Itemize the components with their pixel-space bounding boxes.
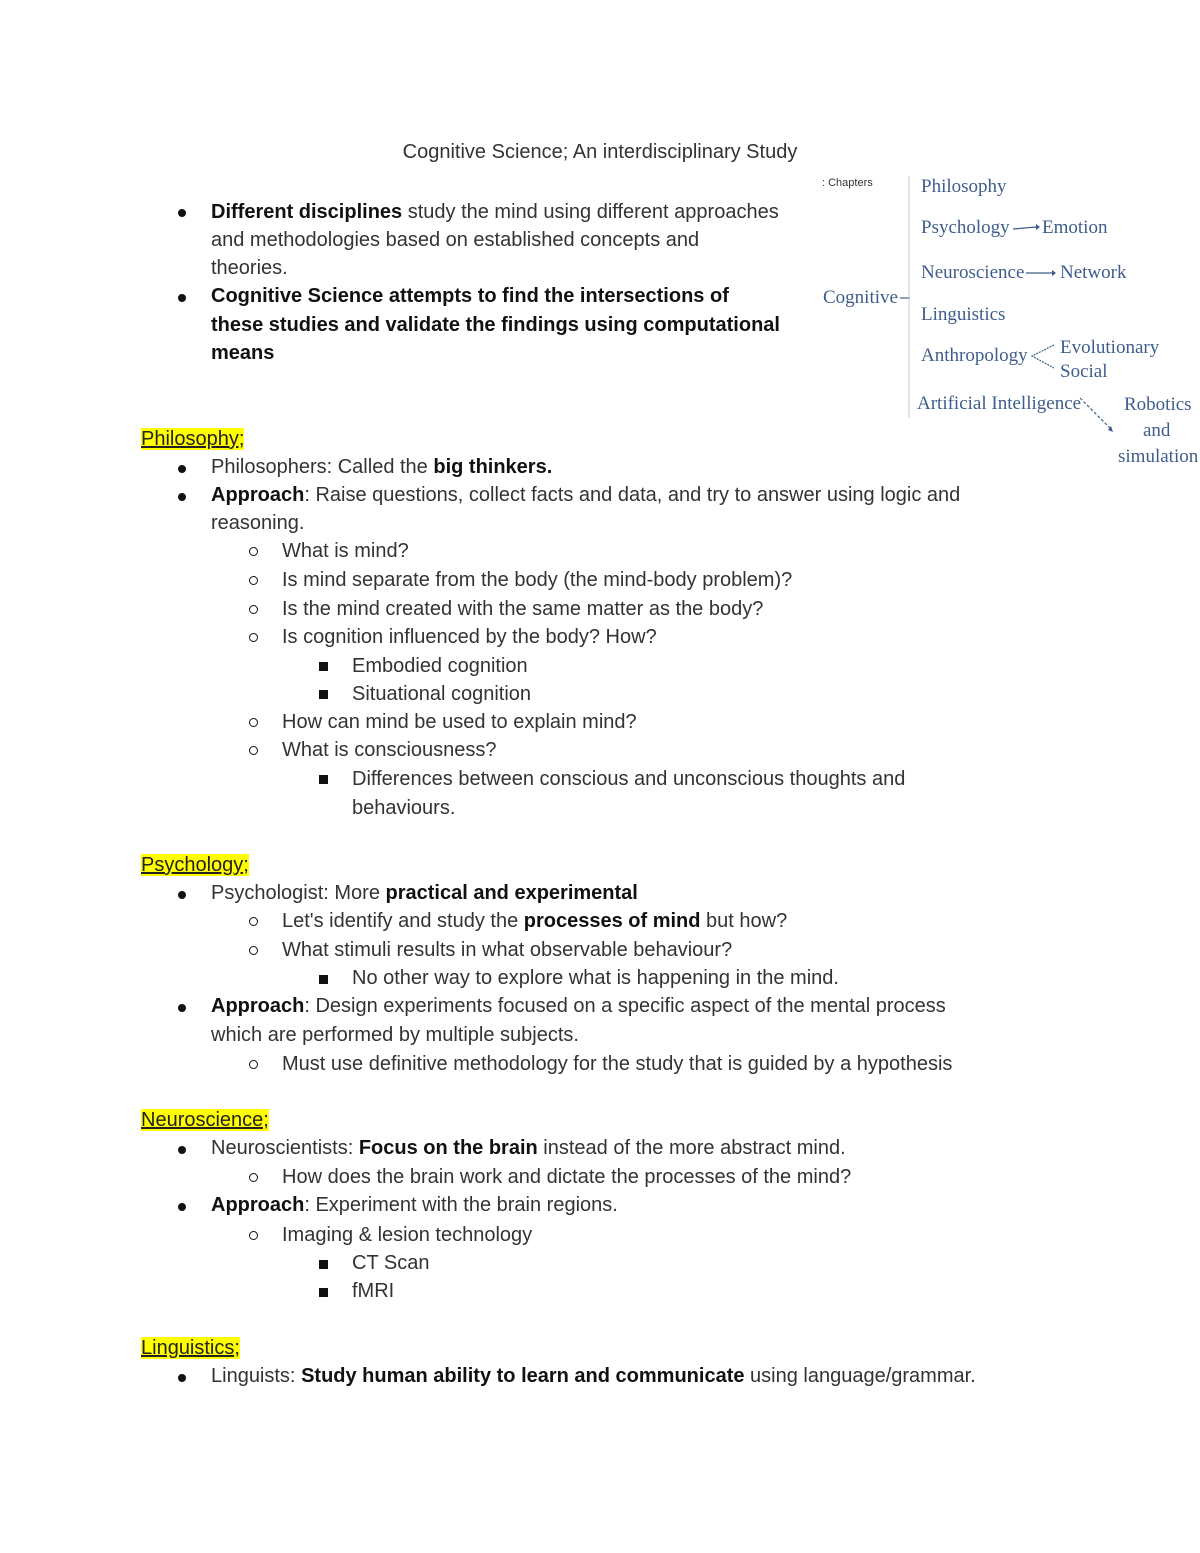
- section-heading-linguistics: Linguistics;: [141, 1337, 240, 1359]
- text: Linguists:: [211, 1365, 302, 1387]
- sub-bullet-ring: [249, 605, 258, 614]
- sub-sub-bullet-square: [319, 1288, 328, 1297]
- bold-text: Focus on the brain: [358, 1137, 538, 1159]
- bold-text: Different disciplines: [211, 201, 403, 223]
- linguistics-bullet-1: [211, 1362, 976, 1390]
- sub-bullet-ring: [249, 547, 258, 556]
- bullet-dot: [178, 1004, 186, 1012]
- bullet-dot: [178, 1374, 186, 1382]
- bold-text: Approach: [211, 1194, 305, 1216]
- philosophy-bullet-2: [211, 481, 960, 509]
- neuroscience-subsubpoint: fMRI: [352, 1280, 395, 1302]
- philosophy-subpoint: Embodied cognition: [352, 655, 528, 677]
- sub-bullet-ring: [249, 917, 258, 926]
- philosophy-question: Is mind separate from the body (the mind-body problem)?: [282, 569, 793, 591]
- sub-sub-bullet-square: [319, 775, 328, 784]
- text: : Experiment with the brain regions.: [304, 1194, 618, 1216]
- text: Psychologist: More: [211, 882, 386, 904]
- text: Neuroscientists:: [211, 1137, 359, 1159]
- text: study the mind using different approaches: [402, 201, 779, 223]
- section-heading-psychology: Psychology;: [141, 854, 249, 876]
- sub-bullet-ring: [249, 576, 258, 585]
- diagram-neuroscience: Neuroscience: [921, 262, 1025, 283]
- philosophy-bullet-1: [211, 453, 552, 481]
- psychology-subpoint: What stimuli results in what observable behaviour?: [282, 939, 733, 961]
- diagram-philosophy: Philosophy: [921, 176, 1007, 197]
- diagram-emotion: Emotion: [1042, 217, 1108, 238]
- diagram-linguistics: Linguistics: [921, 304, 1006, 325]
- diagram-evolutionary: Evolutionary: [1060, 337, 1160, 358]
- diagram-robotics: Robotics: [1124, 394, 1192, 415]
- intro-bullet-2: Cognitive Science attempts to find the intersections of: [211, 285, 729, 307]
- diagram-and: and: [1143, 420, 1171, 441]
- intro-bullet-1-line3: theories.: [211, 257, 288, 279]
- bullet-dot: [178, 1146, 186, 1154]
- sub-bullet-ring: [249, 633, 258, 642]
- bold-text: Approach: [211, 484, 305, 506]
- neuroscience-subpoint: Imaging & lesion technology: [282, 1224, 533, 1246]
- psychology-subsubpoint: No other way to explore what is happening in the mind.: [352, 967, 839, 989]
- philosophy-question: Is the mind created with the same matter as the body?: [282, 598, 764, 620]
- neuroscience-bullet-2: [211, 1191, 618, 1219]
- document-title: Cognitive Science; An interdisciplinary Study: [402, 141, 798, 163]
- sub-bullet-ring: [249, 718, 258, 727]
- philosophy-subpoint-line2: behaviours.: [352, 797, 456, 819]
- bold-text: Study human ability to learn and communicate: [301, 1365, 745, 1387]
- text: Philosophers: Called the: [211, 456, 434, 478]
- bullet-dot: [178, 1203, 186, 1211]
- philosophy-subpoint: Situational cognition: [352, 683, 532, 705]
- sub-bullet-ring: [249, 946, 258, 955]
- psychology-bullet-2-line2: which are performed by multiple subjects.: [211, 1024, 579, 1046]
- sub-sub-bullet-square: [319, 662, 328, 671]
- neuroscience-subpoint: How does the brain work and dictate the processes of the mind?: [282, 1166, 852, 1188]
- philosophy-question: What is consciousness?: [282, 739, 497, 761]
- sub-bullet-ring: [249, 746, 258, 755]
- psychology-subpoint: [282, 907, 787, 935]
- bold-text: Approach: [211, 995, 305, 1017]
- bold-text: big thinkers.: [433, 456, 553, 478]
- philosophy-question: What is mind?: [282, 540, 409, 562]
- diagram-anthropology: Anthropology: [921, 345, 1028, 366]
- psychology-bullet-1: [211, 879, 638, 907]
- chapters-label: : Chapters: [822, 177, 873, 189]
- section-heading-neuroscience: Neuroscience;: [141, 1109, 269, 1131]
- sub-bullet-ring: [249, 1060, 258, 1069]
- philosophy-subpoint: Differences between conscious and unconscious thoughts and: [352, 768, 906, 790]
- diagram-ai: Artificial Intelligence: [917, 393, 1082, 414]
- philosophy-question: Is cognition influenced by the body? How?: [282, 626, 657, 648]
- sub-bullet-ring: [249, 1231, 258, 1240]
- text: : Raise questions, collect facts and data, and try to answer using logic and: [304, 484, 961, 506]
- psychology-bullet-2: [211, 992, 946, 1020]
- diagram-psychology: Psychology: [921, 217, 1010, 238]
- psychology-subpoint: Must use definitive methodology for the study that is guided by a hypothesis: [282, 1053, 953, 1075]
- sub-sub-bullet-square: [319, 975, 328, 984]
- diagram-social: Social: [1060, 361, 1108, 382]
- section-heading-philosophy: Philosophy;: [141, 428, 245, 450]
- sub-sub-bullet-square: [319, 1260, 328, 1269]
- sub-bullet-ring: [249, 1173, 258, 1182]
- neuroscience-bullet-1: [211, 1134, 846, 1162]
- text: using language/grammar.: [744, 1365, 976, 1387]
- diagram-network: Network: [1060, 262, 1127, 283]
- text: but how?: [700, 910, 788, 932]
- bullet-dot: [178, 493, 186, 501]
- diagram-simulation: simulation: [1118, 446, 1199, 467]
- bold-text: practical and experimental: [385, 882, 638, 904]
- intro-bullet-2-line2: these studies and validate the findings using computational: [211, 314, 780, 336]
- philosophy-question: How can mind be used to explain mind?: [282, 711, 637, 733]
- neuroscience-subsubpoint: CT Scan: [352, 1252, 430, 1274]
- bold-text: processes of mind: [523, 910, 701, 932]
- intro-bullet-1-line2: and methodologies based on established concepts and: [211, 229, 700, 251]
- text: : Design experiments focused on a specific aspect of the mental process: [304, 995, 946, 1017]
- text: instead of the more abstract mind.: [537, 1137, 846, 1159]
- bullet-dot: [178, 465, 186, 473]
- text: Let's identify and study the: [282, 910, 524, 932]
- bullet-dot: [178, 891, 186, 899]
- intro-bullet-2-line3: means: [211, 342, 275, 364]
- philosophy-bullet-2-line2: reasoning.: [211, 512, 305, 534]
- sub-sub-bullet-square: [319, 690, 328, 699]
- diagram-root-label: Cognitive: [823, 287, 898, 308]
